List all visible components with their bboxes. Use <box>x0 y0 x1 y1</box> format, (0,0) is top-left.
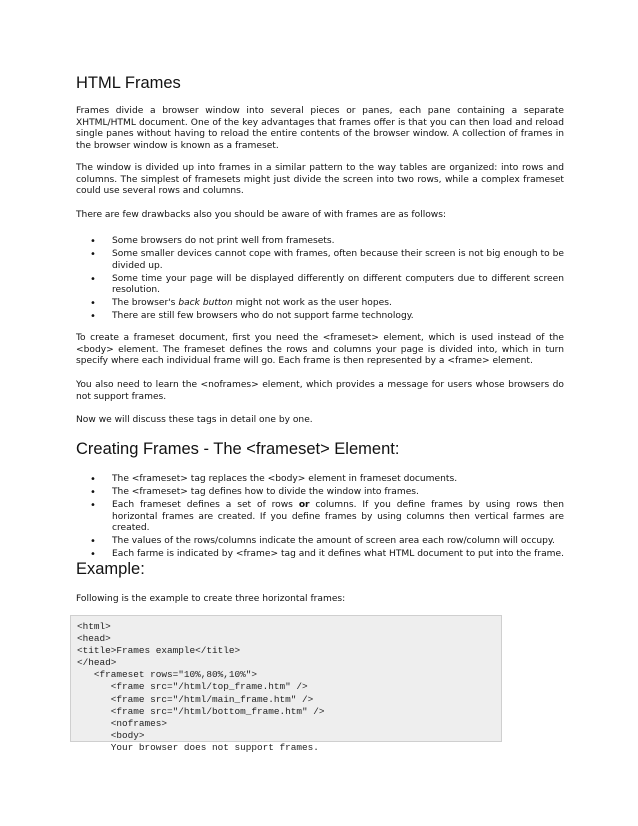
page-title: HTML Frames <box>76 74 181 92</box>
list-item: • The <frameset> tag defines how to divide the window into frames. <box>76 487 564 499</box>
list-item: • The <frameset> tag replaces the <body> element in frameset documents. <box>76 474 564 486</box>
code-line: <head> <box>77 633 111 645</box>
drawbacks-list <box>76 236 564 324</box>
code-line: <title>Frames example</title> <box>77 645 241 657</box>
rows-columns-paragraph: The window is divided up into frames in a similar pattern to the way tables are organized: into rows and columns. The simplest of framesets might just divide the screen into two rows, while a complex frameset could use several rows and columns. <box>76 163 564 196</box>
code-line: <frame src="/html/main_frame.htm" /> <box>77 693 314 705</box>
list-item: • The values of the rows/columns indicate the amount of screen area each row/column will occupy. <box>76 536 564 548</box>
list-item: • There are still few browsers who do not support farme technology. <box>76 311 564 323</box>
list-item: • Each farme is indicated by <frame> tag and it defines what HTML document to put into the frame. <box>76 549 564 561</box>
code-line: Your browser does not support frames. <box>77 741 319 753</box>
code-line: <noframes> <box>77 717 168 729</box>
list-item: • Each frameset defines a set of rows or columns. If you define frames by using rows then horizontal frames are created. If you define frames by using columns then vertical farmes are created. <box>76 500 564 535</box>
code-line: <html> <box>77 621 111 632</box>
code-line: <body> <box>77 729 145 741</box>
transition-paragraph: Now we will discuss these tags in detail one by one. <box>76 415 313 425</box>
list-item: • The browser's back button might not work as the user hopes. <box>76 298 564 310</box>
frameset-points-list <box>76 474 564 562</box>
list-item: • Some time your page will be displayed differently on different computers due to different screen resolution. <box>76 274 564 297</box>
code-line: </head> <box>77 657 117 669</box>
code-block <box>70 615 502 753</box>
list-item: • Some smaller devices cannot cope with frames, often because their screen is not big enough to be divided up. <box>76 249 564 272</box>
emphasis-text: back button <box>178 298 233 308</box>
frameset-paragraph: To create a frameset document, first you need the <frameset> element, which is used instead of the <body> element. The frameset defines the rows and columns your page is divided into, which in turn specify where each individual frame will go. Each frame is then represented by a <frame> element. <box>76 333 564 366</box>
bold-text: or <box>298 500 310 510</box>
section-heading-frameset: Creating Frames - The <frameset> Element: <box>76 440 400 458</box>
code-line: <frameset rows="10%,80%,10%"> <box>77 669 258 681</box>
example-intro-paragraph: Following is the example to create three horizontal frames: <box>76 594 346 604</box>
noframes-paragraph: You also need to learn the <noframes> element, which provides a message for users whose browsers do not support frames. <box>76 380 564 402</box>
code-line: <frame src="/html/bottom_frame.htm" /> <box>77 705 325 717</box>
list-item: • Some browsers do not print well from framesets. <box>76 236 564 248</box>
code-line: <frame src="/html/top_frame.htm" /> <box>77 681 308 693</box>
drawbacks-intro-paragraph: There are few drawbacks also you should be aware of with frames are as follows: <box>76 210 447 220</box>
section-heading-example: Example: <box>76 560 145 578</box>
intro-paragraph: Frames divide a browser window into several pieces or panes, each pane containing a separate XHTML/HTML document. One of the key advantages that frames offer is that you can then load and reload single panes without having to reload the entire contents of the browser window. A collection of frames in the browser window is known as a frameset. <box>76 106 564 151</box>
